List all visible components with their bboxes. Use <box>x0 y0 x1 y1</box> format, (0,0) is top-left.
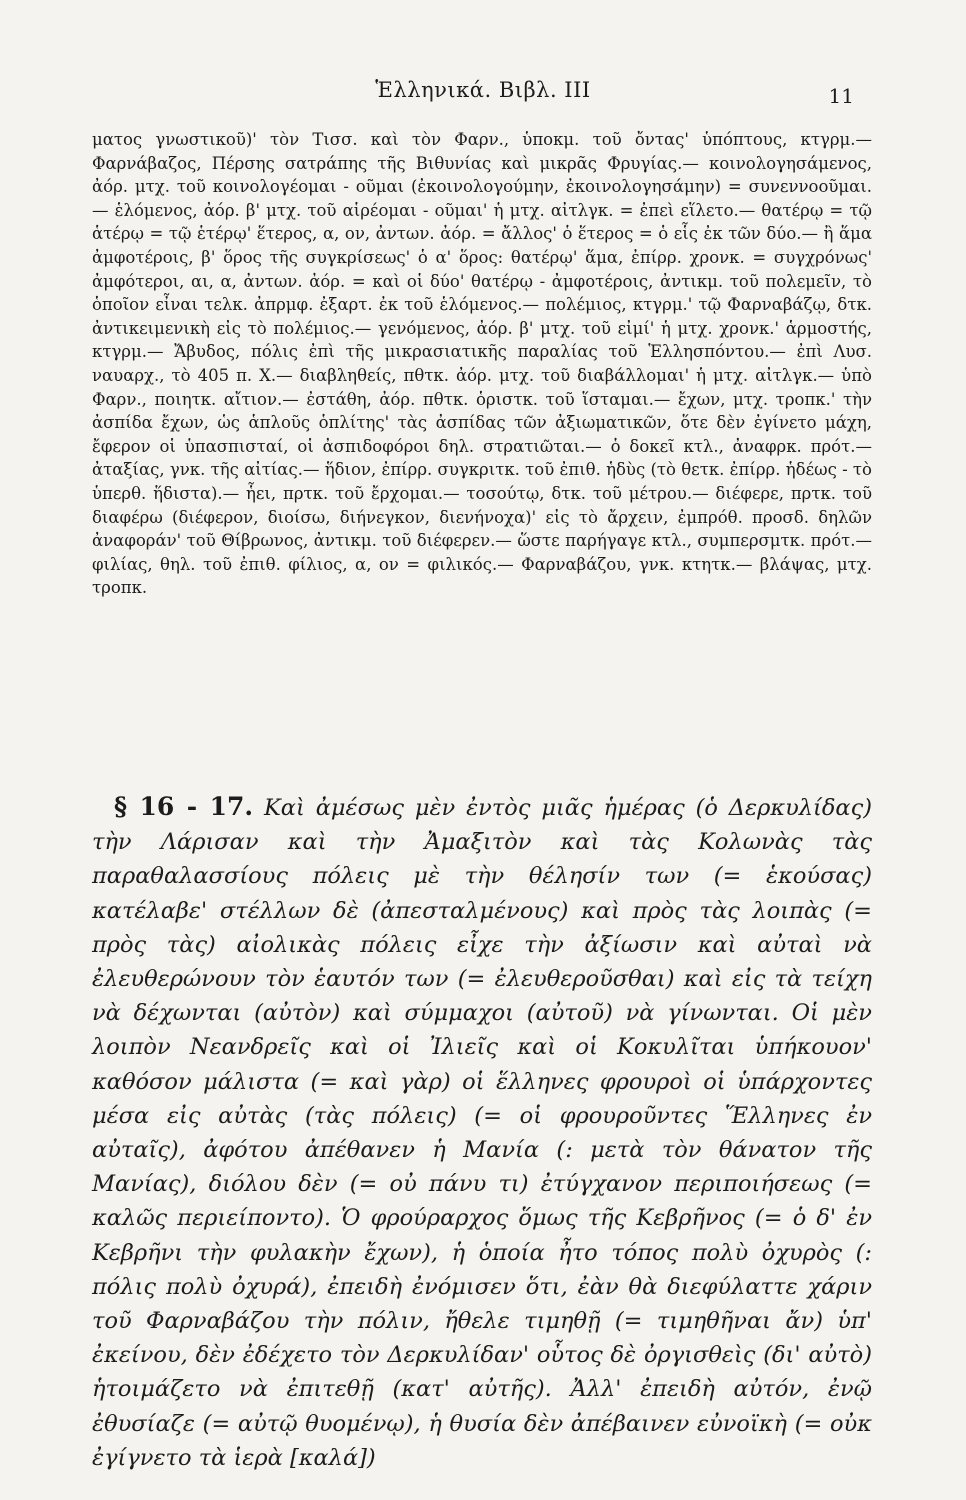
translation-paragraph <box>92 790 872 1475</box>
page-number: 11 <box>828 84 854 108</box>
section-mark: § 16 - 17. <box>114 792 254 821</box>
translation-section <box>92 790 872 1475</box>
page-header <box>0 78 966 112</box>
commentary-notes <box>92 128 872 600</box>
translation-text: Καὶ ἀμέσως μὲν ἐντὸς μιᾶς ἡμέρας (ὁ Δερκυλίδας) τὴν Λάρισαν καὶ τὴν Ἀμαξιτὸν καὶ τὰς Κολωνὰς τὰς παραθαλασσίους πόλεις μὲ τὴν θέλησίν των (= ἑκούσας) κατέλαβε' στέλλων δὲ (ἀπεσταλμένους) καὶ πρὸς τὰς λοιπὰς (= πρὸς τὰς) αἰολικὰς πόλεις εἶχε τὴν ἀξίωσιν καὶ αὐταὶ νὰ ἐλευθερώνουν τὸν ἑαυτόν των (= ἐλευθεροῦσθαι) καὶ εἰς τὰ τείχη νὰ δέχωνται (αὐτὸν) καὶ σύμμαχοι (αὐτοῦ) νὰ γίνωνται. Οἱ μὲν λοιπὸν Νεανδρεῖς καὶ οἱ Ἰλιεῖς καὶ οἱ Κοκυλῖται ὑπήκουον' καθόσον μάλιστα (= καὶ γὰρ) οἱ ἕλληνες φρουροὶ οἱ ὑπάρχοντες μέσα εἰς αὐτὰς (τὰς πόλεις) (= οἱ φρουροῦντες Ἕλληνες ἐν αὐταῖς), ἀφότου ἀπέθανεν ἡ Μανία (: μετὰ τὸν θάνατον τῆς Μανίας), διόλου δὲν (= οὐ πάνυ τι) ἐτύγχανον περιποιήσεως (= καλῶς περιείποντο). Ὁ φρούραρχος ὅμως τῆς Κεβρῆνος (= ὁ δ' ἐν Κεβρῆνι τὴν φυλακὴν ἔχων), ἡ ὁποία ἦτο τόπος πολὺ ὀχυρὸς (: πόλις πολὺ ὀχυρά), ἐπειδὴ ἐνόμισεν ὅτι, ἐὰν θὰ διεφύλαττε χάριν τοῦ Φαρναβάζου τὴν πόλιν, ἤθελε τιμηθῇ (= τιμηθῆναι ἄν) ὑπ' ἐκείνου, δὲν ἐδέχετο τὸν Δερκυλίδαν' οὗτος δὲ ὀργισθεὶς (δι' αὐτὸ) ἡτοιμάζετο νὰ ἐπιτεθῇ (κατ' αὐτῆς). Ἀλλ' ἐπειδὴ αὐτόν, ἐνῷ ἐθυσίαζε (= αὐτῷ θυομένῳ), ἡ θυσία δὲν ἀπέβαινεν εὐνοϊκὴ (= οὐκ ἐγίγνετο τὰ ἱερὰ [καλά]) <box>92 795 872 1471</box>
running-head: Ἑλληνικά. Βιβλ. III <box>375 78 591 102</box>
commentary-paragraph: ματος γνωστικοῦ)' τὸν Τισσ. καὶ τὸν Φαρν., ὑποκμ. τοῦ ὄντας' ὑπόπτους, κτγρμ.— Φαρνάβαζος, Πέρσης σατράπης τῆς Βιθυνίας καὶ μικρᾶς Φρυγίας.— κοινολογησάμενος, ἀόρ. μτχ. τοῦ κοινολογέομαι - οῦμαι (ἐκοινολογούμην, ἐκοινολογησάμην) = συνεννοοῦμαι.— ἑλόμενος, ἀόρ. β' μτχ. τοῦ αἱρέομαι - οῦμαι' ἡ μτχ. αἰτλγκ. = ἐπεὶ εἵλετο.— θατέρῳ = τῷ ἁτέρῳ = τῷ ἑτέρῳ' ἕτερος, α, ον, ἀντων. ἀόρ. = ἄλλος' ὁ ἕτερος = ὁ εἷς ἐκ τῶν δύο.— ἢ ἅμα ἀμφοτέροις, β' ὅρος τῆς συγκρίσεως' ὁ α' ὅρος: θατέρῳ' ἅμα, ἐπίρρ. χρονκ. = συγχρόνως' ἀμφότεροι, αι, α, ἀντων. ἀόρ. = καὶ οἱ δύο' θατέρῳ - ἀμφοτέροις, ἀντικμ. τοῦ πολεμεῖν, τὸ ὁποῖον εἶναι τελκ. ἀπρμφ. ἐξαρτ. ἐκ τοῦ ἑλόμενος.— πολέμιος, κτγρμ.' τῷ Φαρναβάζῳ, δτκ. ἀντικειμενικὴ εἰς τὸ πολέμιος.— γενόμενος, ἀόρ. β' μτχ. τοῦ εἰμί' ἡ μτχ. χρονκ.' ἁρμοστής, κτγρμ.— Ἄβυδος, πόλις ἐπὶ τῆς μικρασιατικῆς παραλίας τοῦ Ἑλλησπόντου.— ἐπὶ Λυσ. ναυαρχ., τὸ 405 π. Χ.— διαβληθείς, πθτκ. ἀόρ. μτχ. τοῦ διαβάλλομαι' ἡ μτχ. αἰτλγκ.— ὑπὸ Φαρν., ποιητκ. αἴτιον.— ἐστάθη, ἀόρ. πθτκ. ὁριστκ. τοῦ ἵσταμαι.— ἔχων, μτχ. τροπκ.' τὴν ἀσπίδα ἔχων, ὡς ἁπλοῦς ὁπλίτης' τὰς ἀσπίδας τῶν ἀξιωματικῶν, ὅτε δὲν ἐγίνετο μάχη, ἔφερον οἱ ὑπασπισταί, οἱ ἀσπιδοφόροι δηλ. στρατιῶται.— ὁ δοκεῖ κτλ., ἀναφρκ. πρότ.— ἀταξίας, γνκ. τῆς αἰτίας.— ἥδιον, ἐπίρρ. συγκριτκ. τοῦ ἐπιθ. ἡδὺς (τὸ θετκ. ἐπίρρ. ἡδέως - τὸ ὑπερθ. ἥδιστα).— ἧει, πρτκ. τοῦ ἔρχομαι.— τοσούτῳ, δτκ. τοῦ μέτρου.— διέφερε, πρτκ. τοῦ διαφέρω (διέφερον, διοίσω, διήνεγκον, διενήνοχα)' εἰς τὸ ἄρχειν, ἐμπρόθ. προσδ. δηλῶν ἀναφοράν' τοῦ Θίβρωνος, ἀντικμ. τοῦ διέφερεν.— ὥστε παρήγαγε κτλ., συμπερσμτκ. πρότ.— φιλίας, θηλ. τοῦ ἐπιθ. φίλιος, α, ον = φιλικός.— Φαρναβάζου, γνκ. κτητκ.— βλάψας, μτχ. τροπκ. <box>92 130 872 598</box>
